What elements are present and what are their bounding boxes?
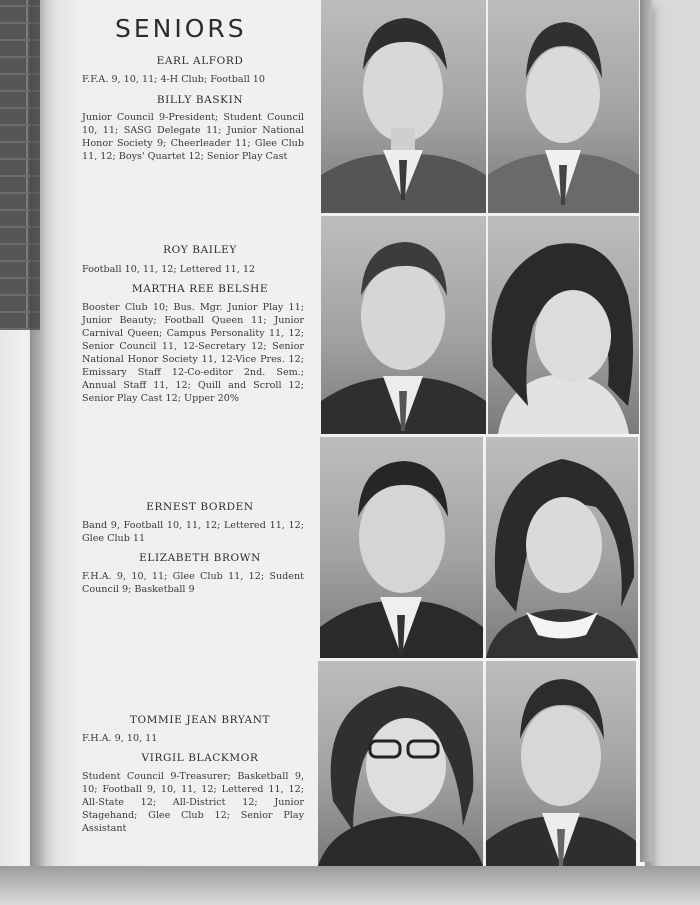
portrait-photo bbox=[486, 437, 638, 658]
bottom-strip bbox=[0, 866, 700, 905]
portrait-photo bbox=[488, 216, 639, 434]
portrait-photo bbox=[488, 0, 639, 213]
senior-name: EARL ALFORD bbox=[156, 55, 244, 67]
portrait-photo bbox=[318, 661, 483, 866]
senior-activities: F.F.A. 9, 10, 11; 4-H Club; Football 10 bbox=[82, 74, 266, 85]
page-edge bbox=[640, 0, 652, 862]
portrait-photo bbox=[321, 0, 486, 213]
page-title: SENIORS bbox=[115, 14, 247, 43]
senior-name: BILLY BASKIN bbox=[156, 94, 244, 106]
senior-name: MARTHA REE BELSHE bbox=[131, 283, 269, 295]
senior-name: ELIZABETH BROWN bbox=[139, 552, 261, 564]
senior-activities: F.H.A. 9, 10, 11; Glee Club 11, 12; Sudent Council 9; Basketball 9 bbox=[82, 571, 304, 595]
portrait-photo bbox=[486, 661, 636, 866]
senior-activities: Junior Council 9-President; Student Council 10, 11; SASG Delegate 11; Junior National Honor Society 9; Cheerleader 11; Glee Club 11, 12; Boys' Quartet 12; Senior Play Cast bbox=[82, 112, 304, 162]
senior-activities: Band 9, Football 10, 11, 12; Lettered 11, 12; Glee Club 11 bbox=[82, 520, 304, 544]
senior-name: VIRGIL BLACKMOR bbox=[141, 752, 259, 764]
portrait-photo bbox=[320, 437, 483, 658]
senior-name: TOMMIE JEAN BRYANT bbox=[129, 714, 271, 726]
senior-name: ERNEST BORDEN bbox=[146, 501, 254, 513]
portrait-photo bbox=[321, 216, 486, 434]
senior-activities: Football 10, 11, 12; Lettered 11, 12 bbox=[82, 264, 256, 275]
senior-activities: Student Council 9-Treasurer; Basketball 9, 10; Football 9, 10, 11, 12; Lettered 11, 12; All-State 12; All-District 12; Junior Stagehand; Glee Club 12; Senior Play Assistant bbox=[82, 771, 304, 834]
senior-activities: F.H.A. 9, 10, 11 bbox=[82, 733, 158, 744]
senior-name: ROY BAILEY bbox=[163, 244, 237, 256]
binding-shadow bbox=[30, 0, 58, 905]
senior-activities: Booster Club 10; Bus. Mgr. Junior Play 11; Junior Beauty; Football Queen 11; Junior Carnival Queen; Campus Personality 11, 12; Senior Council 11, 12-Secretary 12; Senior National Honor Society 11, 12-Vice Pres. 12; Emissary Staff 12-Co-editor 2nd. Sem.; Annual Staff 11, 12; Quill and Scroll 12; Senior Play Cast 12; Upper 20% bbox=[82, 302, 304, 404]
